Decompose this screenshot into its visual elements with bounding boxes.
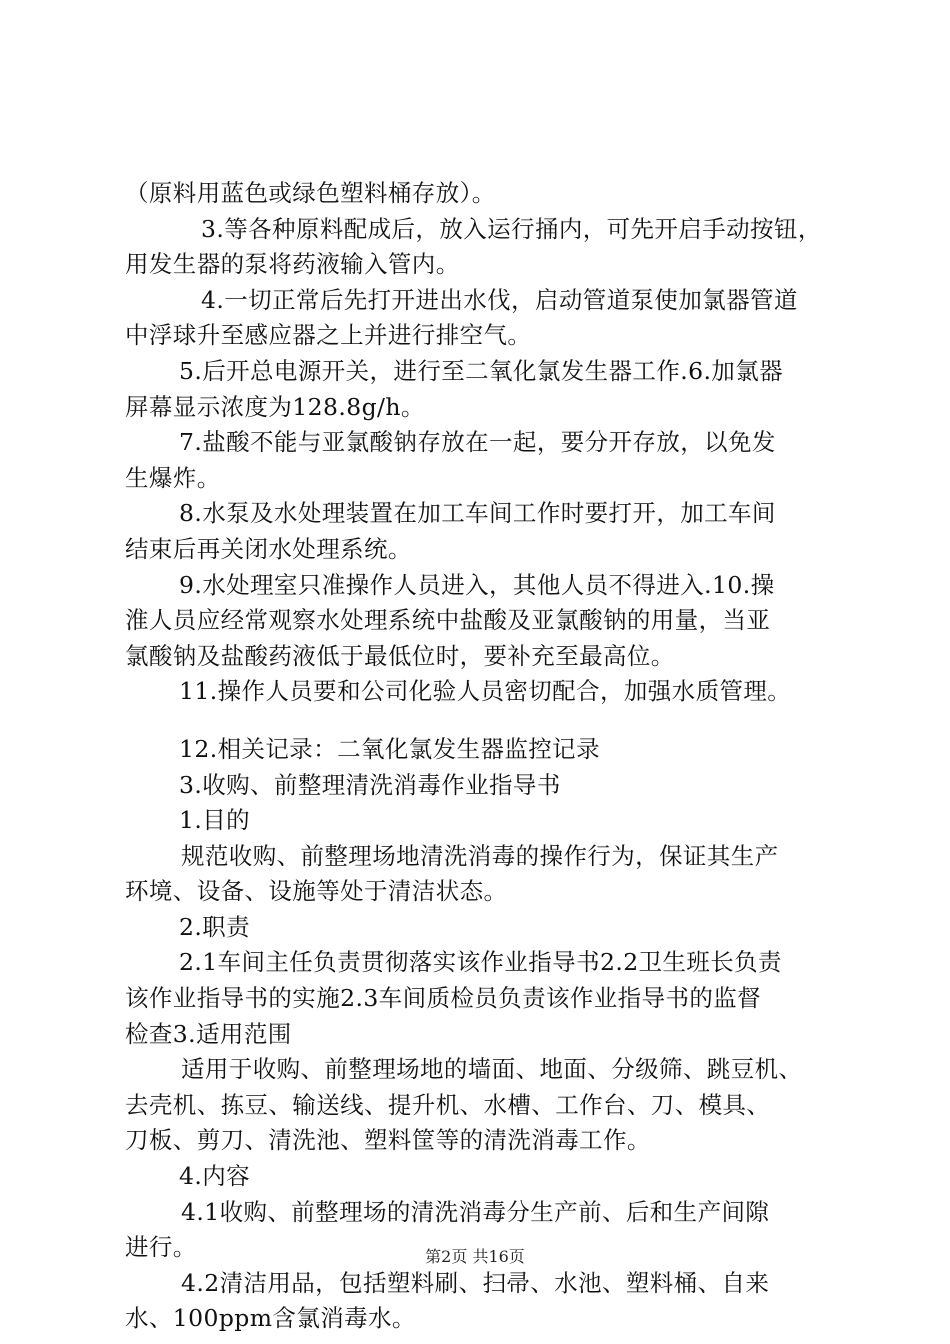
text-line: 中浮球升至感应器之上并进行排空气。 bbox=[125, 321, 532, 350]
text-line: 适用于收购、前整理场地的墙面、地面、分级筛、跳豆机、 bbox=[181, 1055, 803, 1084]
text-line: 5.后开总电源开关，进行至二氧化氯发生器工作.6.加氯器 bbox=[179, 356, 784, 385]
text-line: 生爆炸。 bbox=[125, 463, 221, 492]
text-line: 规范收购、前整理场地清洗消毒的操作行为，保证其生产 bbox=[181, 841, 779, 870]
text-line: 1.目的 bbox=[179, 806, 251, 835]
text-line: 4.内容 bbox=[179, 1162, 251, 1191]
text-line: 4.1收购、前整理场的清洗消毒分生产前、后和生产间隙 bbox=[181, 1197, 770, 1226]
text-line: 3.等各种原料配成后，放入运行捅内，可先开启手动按钮， bbox=[201, 214, 822, 243]
text-line: 水、100ppm含氯消毒水。 bbox=[125, 1304, 416, 1333]
text-line: 进行。 bbox=[125, 1233, 197, 1262]
text-line: 2.1车间主任负责贯彻落实该作业指导书2.2卫生班长负责 bbox=[179, 948, 782, 977]
text-line: 去壳机、拣豆、输送线、提升机、水槽、工作台、刀、模具、 bbox=[125, 1090, 771, 1119]
text-line: 7.盐酸不能与亚氯酸钠存放在一起，要分开存放，以免发 bbox=[179, 428, 776, 457]
text-line: （原料用蓝色或绿色塑料桶存放）。 bbox=[125, 179, 496, 207]
document-body bbox=[125, 176, 835, 1337]
text-line: 环境、设备、设施等处于清洁状态。 bbox=[125, 877, 508, 906]
text-line: 屏幕显示浓度为128.8g/h。 bbox=[125, 392, 425, 421]
text-line: 氯酸钠及盐酸药液低于最低位时，要补充至最高位。 bbox=[125, 641, 675, 670]
text-line: 4.2清洁用品，包括塑料刷、扫帚、水池、塑料桶、自来 bbox=[181, 1268, 770, 1297]
text-line: 检查3.适用范围 bbox=[125, 1019, 292, 1048]
page-footer: 第2页 共16页 bbox=[425, 1247, 525, 1266]
text-line: 结束后再关闭水处理系统。 bbox=[125, 534, 412, 563]
text-line: 淮人员应经常观察水处理系统中盐酸及亚氯酸钠的用量，当亚 bbox=[125, 606, 771, 635]
text-line: 8.水泵及水处理装置在加工车间工作时要打开，加工车间 bbox=[179, 499, 776, 528]
blank-line bbox=[125, 710, 835, 732]
text-line: 该作业指导书的实施2.3车间质检员负责该作业指导书的监督 bbox=[125, 984, 762, 1013]
text-line: 用发生器的泵将药液输入管内。 bbox=[125, 250, 460, 279]
text-line: 2.职责 bbox=[179, 912, 251, 941]
text-line: 3.收购、前整理清洗消毒作业指导书 bbox=[179, 770, 561, 799]
text-line: 9.水处理室只准操作人员进入，其他人员不得进入.10.操 bbox=[179, 570, 775, 599]
text-line: 4.一切正常后先打开进出水伐，启动管道泵使加氯器管道 bbox=[201, 285, 798, 314]
text-line: 12.相关记录：二氧化氯发生器监控记录 bbox=[179, 734, 600, 763]
text-line: 刀板、剪刀、清洗池、塑料筐等的清洗消毒工作。 bbox=[125, 1126, 651, 1155]
text-line: 11.操作人员要和公司化验人员密切配合，加强水质管理。 bbox=[179, 677, 792, 706]
